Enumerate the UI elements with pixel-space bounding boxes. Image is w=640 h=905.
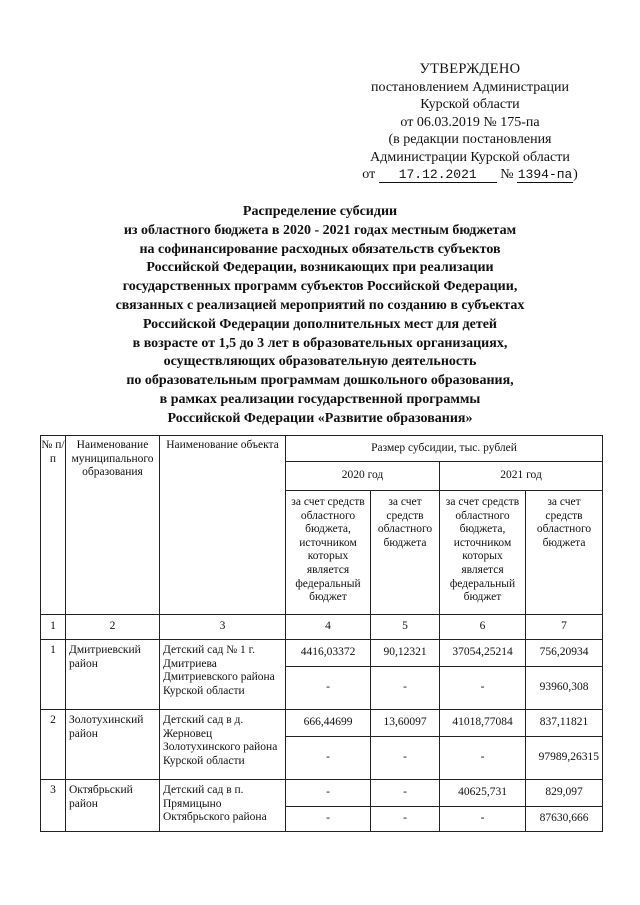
approval-line-3: от 06.03.2019 № 175-па (400, 114, 540, 130)
document-title (60, 203, 580, 429)
row-municipality: Дмитриевский район (66, 640, 160, 710)
approval-date: 17.12.2021 (379, 168, 497, 183)
approval-stamp (340, 61, 600, 184)
close-paren: ) (573, 167, 578, 182)
subsidy-table (40, 435, 603, 832)
header-object: Наименование объекта (160, 436, 286, 615)
header-municipality: Наименование муниципального образования (66, 436, 160, 615)
header-num: № п/п (41, 436, 66, 615)
approval-heading: УТВЕРЖДЕНО (419, 61, 521, 77)
ot-label: от (362, 167, 376, 182)
title-line: Российской Федерации дополнительных мест для детей (142, 316, 498, 332)
header-fed-source-2020: за счет средств областного бюджета, источником которых является федеральный бюджет (286, 491, 371, 615)
approval-line-2: Курской области (420, 97, 520, 112)
header-subsidy: Размер субсидии, тыс. рублей (286, 436, 603, 462)
title-line: из областного бюджета в 2020 - 2021 годах местным бюджетам (123, 222, 517, 238)
header-year-2021: 2021 год (440, 462, 603, 491)
value-cell: - (371, 667, 440, 710)
table-row (41, 710, 603, 737)
row-object: Детский сад в д. Жерновец Золотухинского района Курской области (160, 710, 286, 780)
header-fed-source-2021: за счет средств областного бюджета, источником которых является федеральный бюджет (440, 491, 526, 615)
title-line: по образовательным программам дошкольного образования, (126, 373, 514, 389)
value-cell: - (440, 667, 526, 710)
col-number: 7 (526, 615, 603, 640)
header-regional-2020: за счет средств областного бюджета (371, 491, 440, 615)
value-cell: - (286, 667, 371, 710)
row-num: 1 (41, 640, 66, 710)
title-line: осуществляющих образовательную деятельность (163, 354, 477, 370)
approval-number: 1394-па (517, 167, 573, 182)
value-cell: 90,12321 (371, 640, 440, 667)
row-municipality: Октябрьский район (66, 780, 160, 832)
value-cell: 13,60097 (371, 710, 440, 737)
column-number-row (41, 615, 603, 640)
title-line: на софинансирование расходных обязательств субъектов (139, 241, 501, 257)
value-cell: 93960,308 (526, 667, 603, 710)
value-cell: 666,44699 (286, 710, 371, 737)
value-cell: - (371, 780, 440, 807)
table-row (41, 640, 603, 667)
row-object: Детский сад в п. Прямицыно Октябрьского района (160, 780, 286, 832)
row-num: 2 (41, 710, 66, 780)
col-number: 2 (66, 615, 160, 640)
value-cell: 756,20934 (526, 640, 603, 667)
col-number: 1 (41, 615, 66, 640)
approval-line-4: (в редакции постановления (388, 132, 552, 147)
header-regional-2021: за счет средств областного бюджета (526, 491, 603, 615)
value-cell: 41018,77084 (440, 710, 526, 737)
title-line: Распределение субсидии (242, 204, 398, 219)
col-number: 5 (371, 615, 440, 640)
row-num: 3 (41, 780, 66, 832)
value-cell: - (371, 807, 440, 832)
row-object: Детский сад № 1 г. Дмитриева Дмитриевского района Курской области (160, 640, 286, 710)
title-line: в возрасте от 1,5 до 3 лет в образовательных организациях, (132, 335, 508, 351)
value-cell: 4416,03372 (286, 640, 371, 667)
value-cell: - (371, 737, 440, 780)
table-row (41, 780, 603, 807)
header-year-2020: 2020 год (286, 462, 440, 491)
value-cell: - (286, 807, 371, 832)
approval-line-5: Администрации Курской области (370, 149, 570, 165)
col-number: 6 (440, 615, 526, 640)
approval-line-6 (340, 166, 600, 184)
value-cell: - (286, 737, 371, 780)
row-municipality: Золотухинский район (66, 710, 160, 780)
title-line: связанных с реализацией мероприятий по созданию в субъектах (115, 297, 525, 313)
title-line: государственных программ субъектов Российской Федерации, (122, 279, 518, 295)
header-row (41, 436, 603, 462)
title-line: Российской Федерации, возникающих при реализации (146, 260, 494, 276)
value-cell: 37054,25214 (440, 640, 526, 667)
value-cell: - (286, 780, 371, 807)
value-cell: 829,097 (526, 780, 603, 807)
value-cell: 87630,666 (526, 807, 603, 832)
value-cell: 97989,26315 (526, 737, 603, 780)
no-label: № (500, 167, 514, 182)
title-line: в рамках реализации государственной программы (159, 391, 481, 407)
col-number: 4 (286, 615, 371, 640)
title-line: Российской Федерации «Развитие образования» (167, 410, 473, 426)
approval-line-1: постановлением Администрации (371, 79, 569, 95)
value-cell: - (440, 737, 526, 780)
col-number: 3 (160, 615, 286, 640)
value-cell: 837,11821 (526, 710, 603, 737)
value-cell: - (440, 807, 526, 832)
value-cell: 40625,731 (440, 780, 526, 807)
